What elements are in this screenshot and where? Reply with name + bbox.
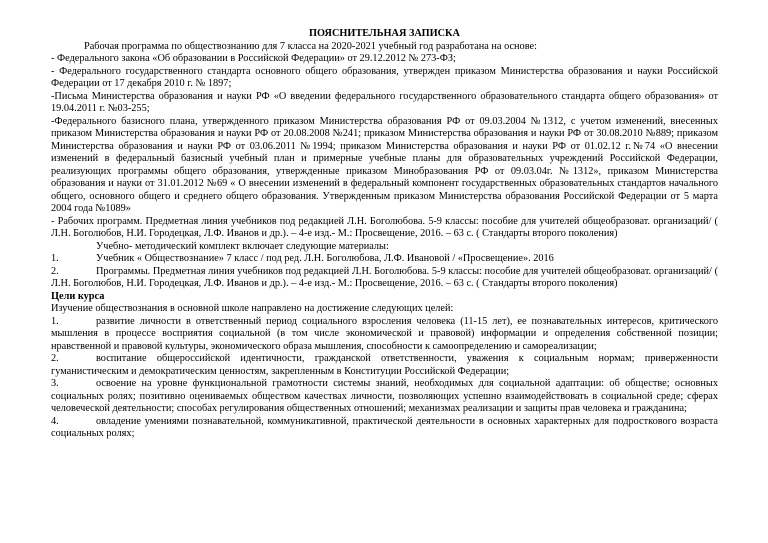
goals-heading: Цели курса bbox=[51, 290, 105, 302]
goal-item-text: овладение умениями познавательной, коммуникативной, практической деятельности в основных характерных для подросткового возраста социальных ролях; bbox=[51, 415, 718, 439]
goal-item-number: 4. bbox=[51, 415, 59, 427]
intro-paragraph: Рабочая программа по обществознанию для 7 класса на 2020-2021 учебный год разработана на основе: bbox=[84, 40, 537, 52]
basis-item: - Федерального государственного стандарта основного общего образования, утвержден приказом Министерства образования и науки Российской Федерации от 17 декабря 2010 г. № 1897; bbox=[51, 65, 718, 89]
kit-item bbox=[51, 253, 718, 266]
goal-item bbox=[51, 378, 718, 416]
goal-item-text: развитие личности в ответственный период социального взросления человека (11-15 лет), ее познавательных интересов, критического мышления в процессе восприятия социальной (в том числе экономической и правовой) информации и определения собственной позиции; нравственной и правовой культуры, экономического образа мышления, способности к самоопределению и самореализации; bbox=[51, 315, 718, 352]
goal-item bbox=[51, 416, 718, 441]
basis-item: - Рабочих программ. Предметная линия учебников под редакцией Л.Н. Боголюбова. 5-9 классы: пособие для учителей общеобразоват. организаций/ ( Л.Н. Боголюбов, Н.И. Городецкая, Л.Ф. Иванов и др.). – 4-е изд.- М.: Просвещение, 2016. – 63 с. ( Стандарты второго поколения) bbox=[51, 215, 718, 239]
goal-item bbox=[51, 316, 718, 354]
kit-item-text: Программы. Предметная линия учебников под редакцией Л.Н. Боголюбова. 5-9 классы: пособие для учителей общеобразоват. организаций/ ( Л.Н. Боголюбов, Н.И. Городецкая, Л.Ф. Иванов и др.). – 4-е изд.- М.: Просвещение, 2016. – 63 с. ( Стандарты второго поколения) bbox=[51, 265, 718, 289]
kit-item-number: 2. bbox=[51, 265, 59, 277]
goal-item-number: 3. bbox=[51, 378, 59, 389]
kit-item-text: Учебник « Обществознание» 7 класс / под ред. Л.Н. Боголюбова, Л.Ф. Ивановой / «Просвещение». 2016 bbox=[96, 253, 554, 264]
goal-item-text: воспитание общероссийской идентичности, гражданской ответственности, уважения к социальным нормам; приверженности гуманистическим и демократическим ценностям, закрепленным в Конституции Российской Федерации; bbox=[51, 353, 718, 377]
goals-intro: Изучение обществознания в основной школе направлено на достижение следующих целей: bbox=[51, 303, 454, 314]
page-title: ПОЯСНИТЕЛЬНАЯ ЗАПИСКА bbox=[309, 28, 460, 39]
kit-intro: Учебно- методический комплект включает следующие материалы: bbox=[96, 240, 389, 252]
goal-item-number: 1. bbox=[51, 315, 59, 327]
goal-item bbox=[51, 353, 718, 378]
goal-item-number: 2. bbox=[51, 353, 59, 364]
goal-item-text: освоение на уровне функциональной грамотности системы знаний, необходимых для социальной адаптации: об обществе; основных социальных ролях; позитивно оцениваемых обществом качествах личности, позволяющих успешно взаимодействовать в социальной среде; сферах человеческой деятельности; способах регулирования общественных отношений; механизмах реализации и защиты прав человека и гражданина; bbox=[51, 378, 718, 414]
basis-item: -Федерального базисного плана, утвержденного приказом Министерства образования РФ от 09.03.2004 №1312, с учетом изменений, внесенных приказом Министерства образования и науки РФ от 20.08.2008 №241; приказом Министерства образования и науки РФ от 30.08.2010 №889; приказом Министерства образования и науки РФ от 03.06.2011 №1994; приказом Министерства образования и науки РФ от 01.02.12 г.№74 «О внесении изменений в федеральный базисный учебный план и примерные учебные планы для образовательных учреждений Российской Федерации, реализующих программы общего образования, утвержденные приказом Минобразования РФ от 09.03.04г. №1312», приказом Министерства образования и науки от 31.01.2012 №69 « О внесении изменений в федеральный компонент государственных образовательных стандартов начального общего, основного общего и среднего общего образования. Утвержденным приказом Министерства образования Российской Федерации от 5 марта 2004 года №1089» bbox=[51, 115, 718, 214]
basis-item: - Федерального закона «Об образовании в Российской Федерации» от 29.12.2012 № 273-ФЗ; bbox=[51, 53, 456, 64]
kit-item-number: 1. bbox=[51, 253, 59, 264]
kit-item bbox=[51, 266, 718, 291]
basis-item: -Письма Министерства образования и науки РФ «О введении федерального государственного образовательного стандарта общего образования» от 19.04.2011 г. №03-255; bbox=[51, 90, 718, 114]
